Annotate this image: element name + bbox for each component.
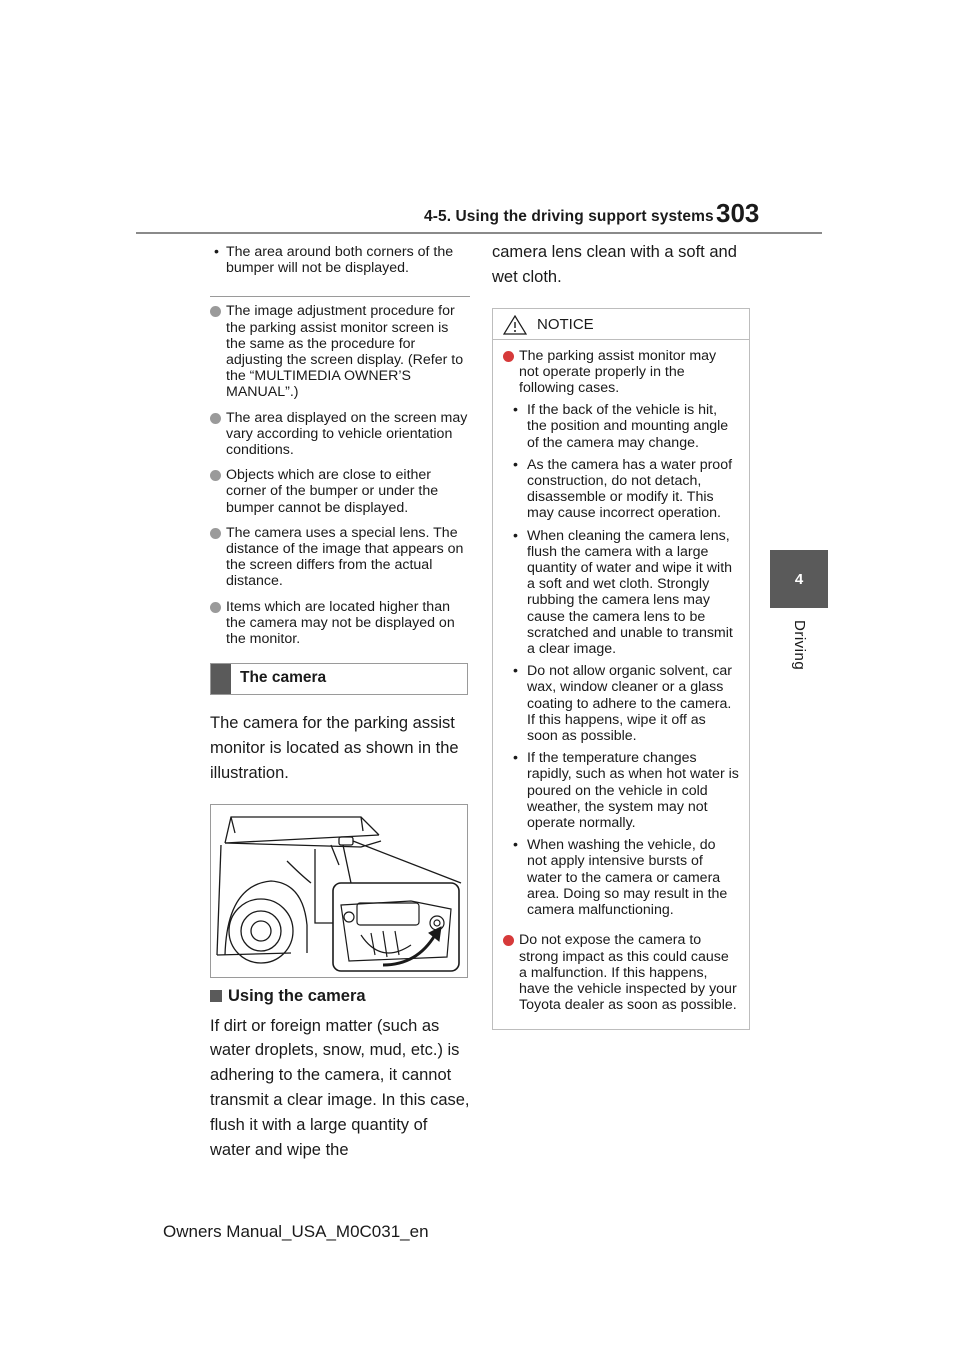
notice-item: • Do not allow organic solvent, car wax, window cleaner or a glass coating to adhere to the camera. If this happens, wipe it off as soon as possible. [513,663,733,745]
bullet-dot [210,602,221,613]
chapter-label: Driving [791,620,808,671]
section-title: 4-5. Using the driving support systems [424,208,714,225]
bullet-dot [210,413,221,424]
dash-bullet: • [214,244,219,260]
notice-box [492,308,750,1031]
subheading-square [210,990,222,1002]
header-rule [136,232,822,234]
list-item: Items which are located higher than the camera may not be displayed on the monitor. [210,599,470,648]
subheading-using-camera: Using the camera [210,984,470,1008]
list-item: The image adjustment procedure for the parking assist monitor screen is the same as the procedure for adjusting the screen display. (Refer to the “MULTIMEDIA OWNER’S MANUAL”.) [210,303,470,400]
notice-item: • As the camera has a water proof construction, do not detach, disassemble or modify it. This may cause incorrect operation. [513,456,733,522]
divider [210,296,470,297]
footer-manual-id: Owners Manual_USA_M0C031_en [163,1222,429,1241]
bullet-dot [503,935,514,946]
notice-item: • When washing the vehicle, do not apply intensive bursts of water to the camera or camera area. Doing so may result in the camera malfunctioning. [513,837,728,919]
chapter-tab[interactable]: 4 [770,550,828,608]
right-column [492,240,754,1030]
list-item: The camera uses a special lens. The distance of the image that appears on the screen differs from the actual distance. [210,525,470,590]
using-camera-text: If dirt or foreign matter (such as water droplets, snow, mud, etc.) is adhering to the camera, it cannot transmit a clear image. In this case, flush it with a large quantity of water and wipe the [210,1016,470,1159]
notice-header [493,309,749,340]
truck-rear-camera-illustration [211,805,467,977]
dash-bullet: • [513,837,518,854]
notice-item: • When cleaning the camera lens, flush the camera with a large quantity of water and wipe it with a soft and wet cloth. Strongly rubbing the camera lens may cause the camera lens to be scratched and unable to transmit a clear image. [513,527,733,658]
notice-body [493,340,749,1030]
camera-illustration [210,804,468,978]
bullet-dot [210,306,221,317]
dash-bullet: • [513,456,518,473]
heading-bar [211,664,231,694]
section-heading-camera: The camera [210,663,468,695]
continued-text: camera lens clean with a soft and wet cloth. [492,243,737,286]
list-item: Objects which are close to either corner of the bumper or under the bumper cannot be displayed. [210,467,470,516]
warning-triangle-icon [503,315,527,335]
dash-bullet: • [513,750,518,767]
list-item: The area displayed on the screen may vary according to vehicle orientation conditions. [210,410,470,459]
dash-bullet: • [513,663,518,680]
bullet-dot [210,528,221,539]
left-column [210,244,470,1162]
bullet-dot [210,470,221,481]
camera-location-text: The camera for the parking assist monitor is located as shown in the illustration. [210,714,459,782]
dash-bullet: • [513,527,518,544]
notice-item: • If the temperature changes rapidly, such as when hot water is poured on the vehicle in cold weather, the system may not operate normally. [513,750,739,832]
notice-item: • If the back of the vehicle is hit, the position and mounting angle of the camera may change. [513,402,729,451]
dash-note: • The area around both corners of the bumper will not be displayed. [214,244,454,277]
bullet-dot [503,351,514,362]
notice-bullet: Do not expose the camera to strong impact as this could cause a malfunction. If this happens, have the vehicle inspected by your Toyota dealer as soon as possible. [503,932,739,1013]
page-number: 303 [716,198,760,228]
notice-title: NOTICE [537,315,594,333]
dash-bullet: • [513,402,518,419]
notice-bullet: The parking assist monitor may not operate properly in the following cases. [503,348,739,397]
